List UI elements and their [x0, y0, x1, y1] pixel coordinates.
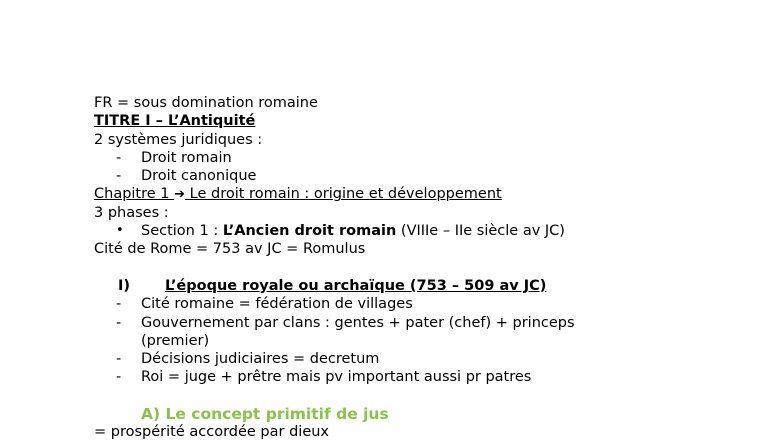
dash-marker: -	[116, 168, 122, 185]
text-line: FR = sous domination romaine	[94, 95, 318, 111]
chapter-heading	[94, 185, 784, 203]
list-item	[94, 295, 784, 313]
text-line: 2 systèmes juridiques :	[94, 131, 263, 148]
section-title: L’Ancien droit romain	[222, 223, 397, 240]
dash-marker: -	[116, 314, 122, 331]
chapter-title: Le droit romain : origine et développement	[185, 186, 502, 203]
list-item-text: Roi = juge + prêtre mais pv important aussi pr patres	[141, 369, 532, 386]
list-item-text: Droit canonique	[141, 168, 257, 185]
subsection-heading: A) Le concept primitif de jus	[141, 405, 389, 424]
list-item-text: Gouvernement par clans : gentes + pater (chef) + princeps	[141, 314, 575, 331]
roman-numeral: I)	[118, 277, 131, 294]
text-line: Cité de Rome = 753 av JC = Romulus	[94, 241, 366, 258]
chapter-label: Chapitre 1	[94, 186, 175, 203]
list-item	[94, 149, 784, 167]
title-heading	[94, 112, 784, 130]
dash-marker: -	[116, 149, 122, 166]
list-item	[94, 167, 784, 185]
document-page	[94, 94, 784, 442]
text-line: 3 phases :	[94, 204, 169, 221]
part-heading	[94, 277, 784, 295]
right-arrow-icon: ➔	[174, 187, 186, 203]
section-item	[94, 222, 784, 240]
list-item-text: (premier)	[141, 332, 210, 349]
bullet-marker: •	[116, 223, 124, 239]
list-item-text: Décisions judiciaires = decretum	[141, 351, 380, 368]
list-item	[94, 350, 784, 368]
section-dates: (VIIIe – IIe siècle av JC)	[396, 223, 565, 240]
blank-line	[94, 387, 784, 405]
text-line: = prospérité accordée par dieux	[94, 424, 330, 441]
dash-marker: -	[116, 351, 122, 368]
section-label: Section 1 :	[141, 223, 223, 240]
list-item-text: Droit romain	[141, 149, 232, 166]
title-text: TITRE I – L’Antiquité	[94, 113, 256, 130]
part-title: L’époque royale ou archaïque (753 – 509 av JC)	[165, 277, 547, 294]
list-item-continuation	[94, 332, 784, 350]
list-item	[94, 368, 784, 386]
dash-marker: -	[116, 296, 122, 313]
blank-line	[94, 259, 784, 277]
list-item-text: Cité romaine = fédération de villages	[141, 296, 413, 313]
dash-marker: -	[116, 369, 122, 386]
list-item	[94, 314, 784, 332]
